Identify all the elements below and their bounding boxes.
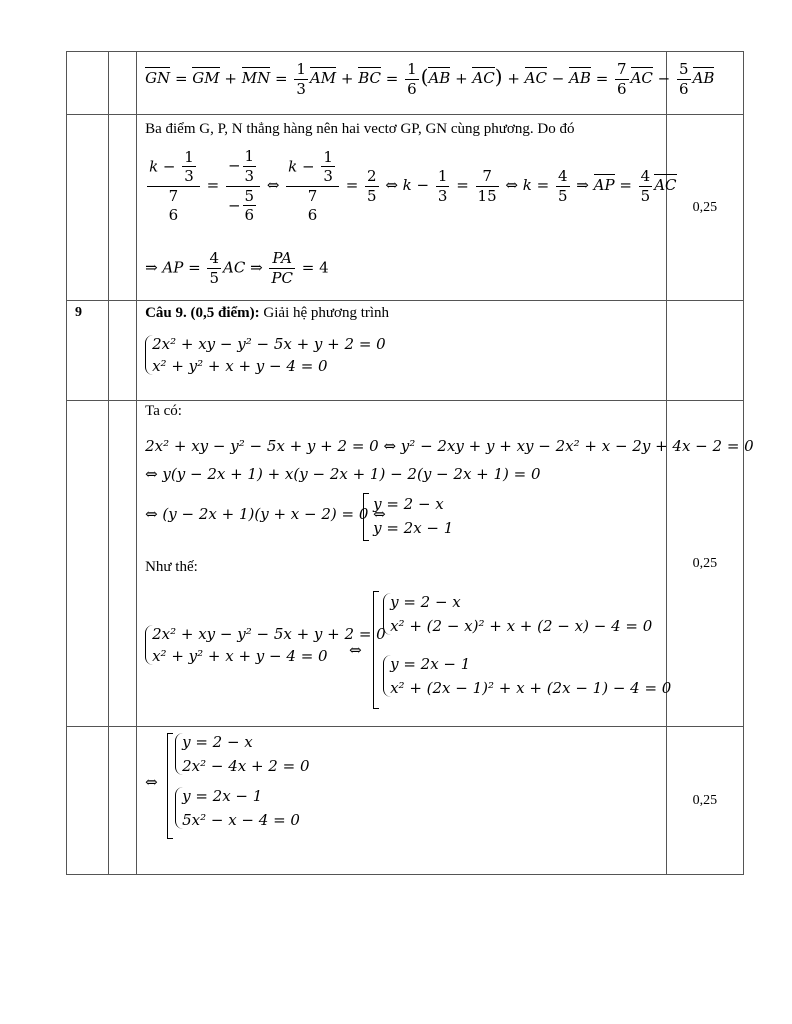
factor-line-2: ⇔ y(y − 2x + 1) + x(y − 2x + 1) − 2(y − 2x + 1) = 0 [145,465,541,483]
bracket [373,591,379,709]
bracket [363,493,369,541]
score-cell: 0,25 [666,401,743,727]
nhuthe-label: Như thế: [145,559,198,575]
content-cell: ⇔ y = 2 − x 2x² − 4x + 2 = 0 y = 2x − 1 5x² − x − 4 = 0 [137,727,667,875]
content-cell [137,52,715,115]
table-row [67,52,744,115]
table-row [67,115,744,301]
content-cell [137,301,667,401]
equation-system: 2x² + xy − y² − 5x + y + 2 = 0 x² + y² + x + y − 4 = 0 [145,335,386,375]
table-row [67,727,744,875]
case-2: y = 2x − 1 x² + (2x − 1)² + x + (2x − 1) − 4 = 0 [383,655,671,697]
table-row [67,401,744,727]
factor-line-3: ⇔ (y − 2x + 1)(y + x − 2) = 0 ⇔ [145,505,386,523]
system-left: 2x² + xy − y² − 5x + y + 2 = 0 x² + y² + x + y − 4 = 0 [145,625,386,665]
vector-equation: GN = GM + MN = $\frac{1}{3}$ AM + BC = $\frac{1}{6}$ (AB + AC) + AC − AB = $\frac{7}{6}$ AC − $\frac{5}{6}$ AB [145,60,715,98]
case-2: y = 2x − 1 5x² − x − 4 = 0 [175,787,300,829]
answer-table [66,51,754,875]
ratio-equation: k − $\frac{1}{3}$ 7 6 = − $\frac{1}{3}$ − $\frac{5}{6}$ ⇔ k − $\frac{1}{3}$ 7 6 = $\frac{2}{5}$ ⇔ k − $\frac{1}{3}$ = $\frac{7}{15}$ ⇔ k = $\frac{4}{5}$ ⇒ AP = $\frac{4}{5}$ AC [149,147,677,225]
case-1: y = 2 − x x² + (2 − x)² + x + (2 − x) − 4 = 0 [383,593,652,635]
table-row [67,301,744,401]
taco-label: Ta có: [145,403,182,419]
factor-line-1: 2x² + xy − y² − 5x + y + 2 = 0 ⇔ y² − 2xy + y + xy − 2x² + x − 2y + 4x − 2 = 0 [145,437,754,455]
content-cell: Ta có: 2x² + xy − y² − 5x + y + 2 = 0 ⇔ y² − 2xy + y + xy − 2x² + x − 2y + 4x − 2 = 0 ⇔ y(y − 2x + 1) + x(y − 2x + 1) − 2(y − 2x + 1) = 0 ⇔ (y − 2x + 1)(y + x − 2) = 0 ⇔ y = 2 − x y = 2x − 1 Như thế: 2x² + xy − y² − 5x + y + 2 = 0 x² + y² + x + y − 4 = 0 ⇔ y = 2 − x x² + (2 − x)² + x + (2 − x) − 4 = 0 y = 2x − 1 x² + (2x − 1)² + x + (2x − 1) − 4 = 0 [137,401,667,727]
case-1: y = 2 − x 2x² − 4x + 2 = 0 [175,733,309,775]
ratio-result: ⇒ AP = $\frac{4}{5}$ AC ⇒ $\frac{PA}{PC}$ = 4 [145,249,329,287]
question-number: 9 [67,301,109,401]
intro-text: Ba điểm G, P, N thẳng hàng nên hai vectơ GP, GN cùng phương. Do đó [145,121,575,137]
score-cell: 0,25 [666,115,743,301]
question-title: Câu 9. (0,5 điểm): Giải hệ phương trình [145,305,390,321]
score-cell [666,301,743,401]
content-cell [137,115,677,301]
score-cell: 0,25 [666,727,743,875]
bracket [167,733,173,839]
